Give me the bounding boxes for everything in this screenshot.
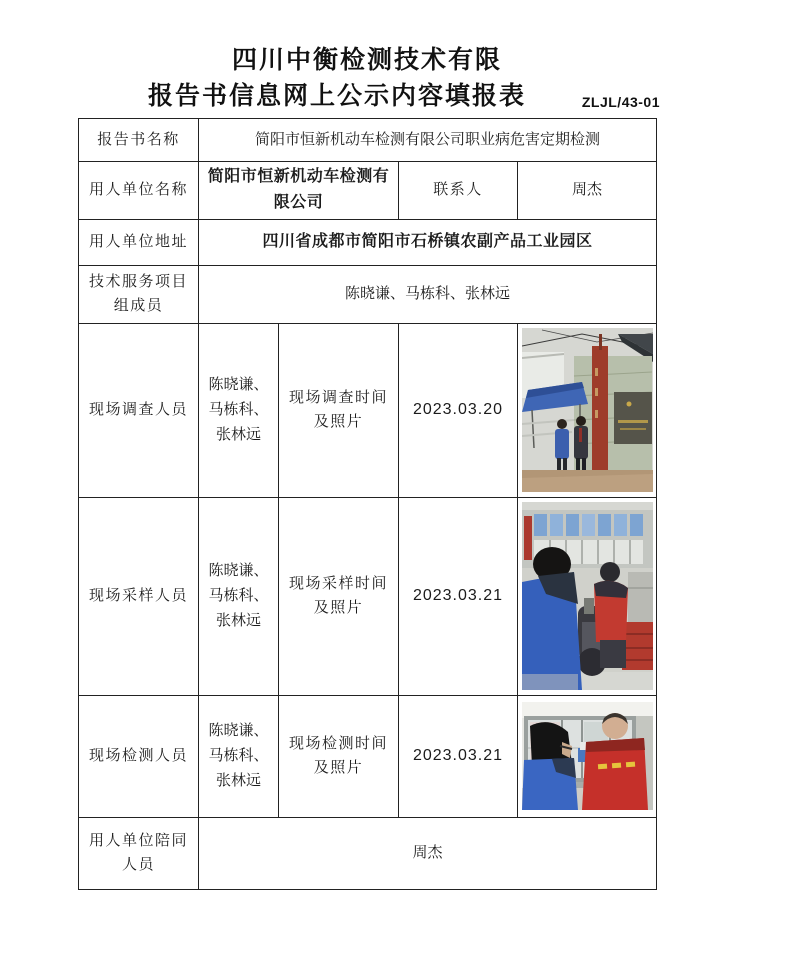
site-sampling-label: 现场采样人员 [79, 497, 199, 695]
employer-address-value: 四川省成都市简阳市石桥镇农副产品工业园区 [199, 219, 657, 265]
testing-photo-graphic [522, 702, 653, 810]
team-label: 技术服务项目组成员 [79, 265, 199, 323]
report-info-table [78, 118, 657, 890]
accompany-label: 用人单位陪同人员 [79, 817, 199, 889]
contact-label: 联系人 [399, 162, 518, 220]
site-testing-photo-cell [518, 695, 657, 817]
site-sampling-photo-cell [518, 497, 657, 695]
site-testing-date: 2023.03.21 [399, 695, 518, 817]
form-title: 报告书信息网上公示内容填报表 [147, 82, 526, 110]
workshop-photo-graphic [522, 502, 653, 690]
document-header [78, 44, 660, 112]
site-testing-time-label: 现场检测时间及照片 [279, 695, 399, 817]
company-title: 四川中衡检测技术有限 [231, 46, 502, 74]
site-sampling-time-label: 现场采样时间及照片 [279, 497, 399, 695]
site-sampling-date: 2023.03.21 [399, 497, 518, 695]
table-row [79, 119, 657, 162]
team-value: 陈晓谦、马栋科、张林远 [199, 265, 657, 323]
site-sampling-photo [521, 501, 653, 692]
employer-address-label: 用人单位地址 [79, 219, 199, 265]
site-survey-photo-cell [518, 323, 657, 497]
report-name-label: 报告书名称 [79, 119, 199, 162]
factory-gate-photo-graphic [522, 328, 653, 492]
table-row-site-survey [79, 323, 657, 497]
table-row-site-sampling [79, 497, 657, 695]
report-name-value: 简阳市恒新机动车检测有限公司职业病危害定期检测 [199, 119, 657, 162]
table-row [79, 265, 657, 323]
site-survey-label: 现场调查人员 [79, 323, 199, 497]
site-testing-label: 现场检测人员 [79, 695, 199, 817]
document-page [0, 44, 793, 974]
document-code: ZLJL/43-01 [581, 94, 660, 110]
accompany-value: 周杰 [199, 817, 657, 889]
table-row-site-testing [79, 695, 657, 817]
table-row [79, 162, 657, 220]
employer-name-label: 用人单位名称 [79, 162, 199, 220]
form-title-row [78, 80, 660, 112]
site-survey-photo [521, 327, 653, 494]
site-testing-photo [521, 699, 653, 814]
site-survey-date: 2023.03.20 [399, 323, 518, 497]
employer-name-value: 简阳市恒新机动车检测有限公司 [199, 162, 399, 220]
site-sampling-members: 陈晓谦、马栋科、张林远 [199, 497, 279, 695]
site-survey-members: 陈晓谦、马栋科、张林远 [199, 323, 279, 497]
site-survey-time-label: 现场调查时间及照片 [279, 323, 399, 497]
contact-value: 周杰 [518, 162, 657, 220]
table-row-accompany [79, 817, 657, 889]
site-testing-members: 陈晓谦、马栋科、张林远 [199, 695, 279, 817]
table-row [79, 219, 657, 265]
